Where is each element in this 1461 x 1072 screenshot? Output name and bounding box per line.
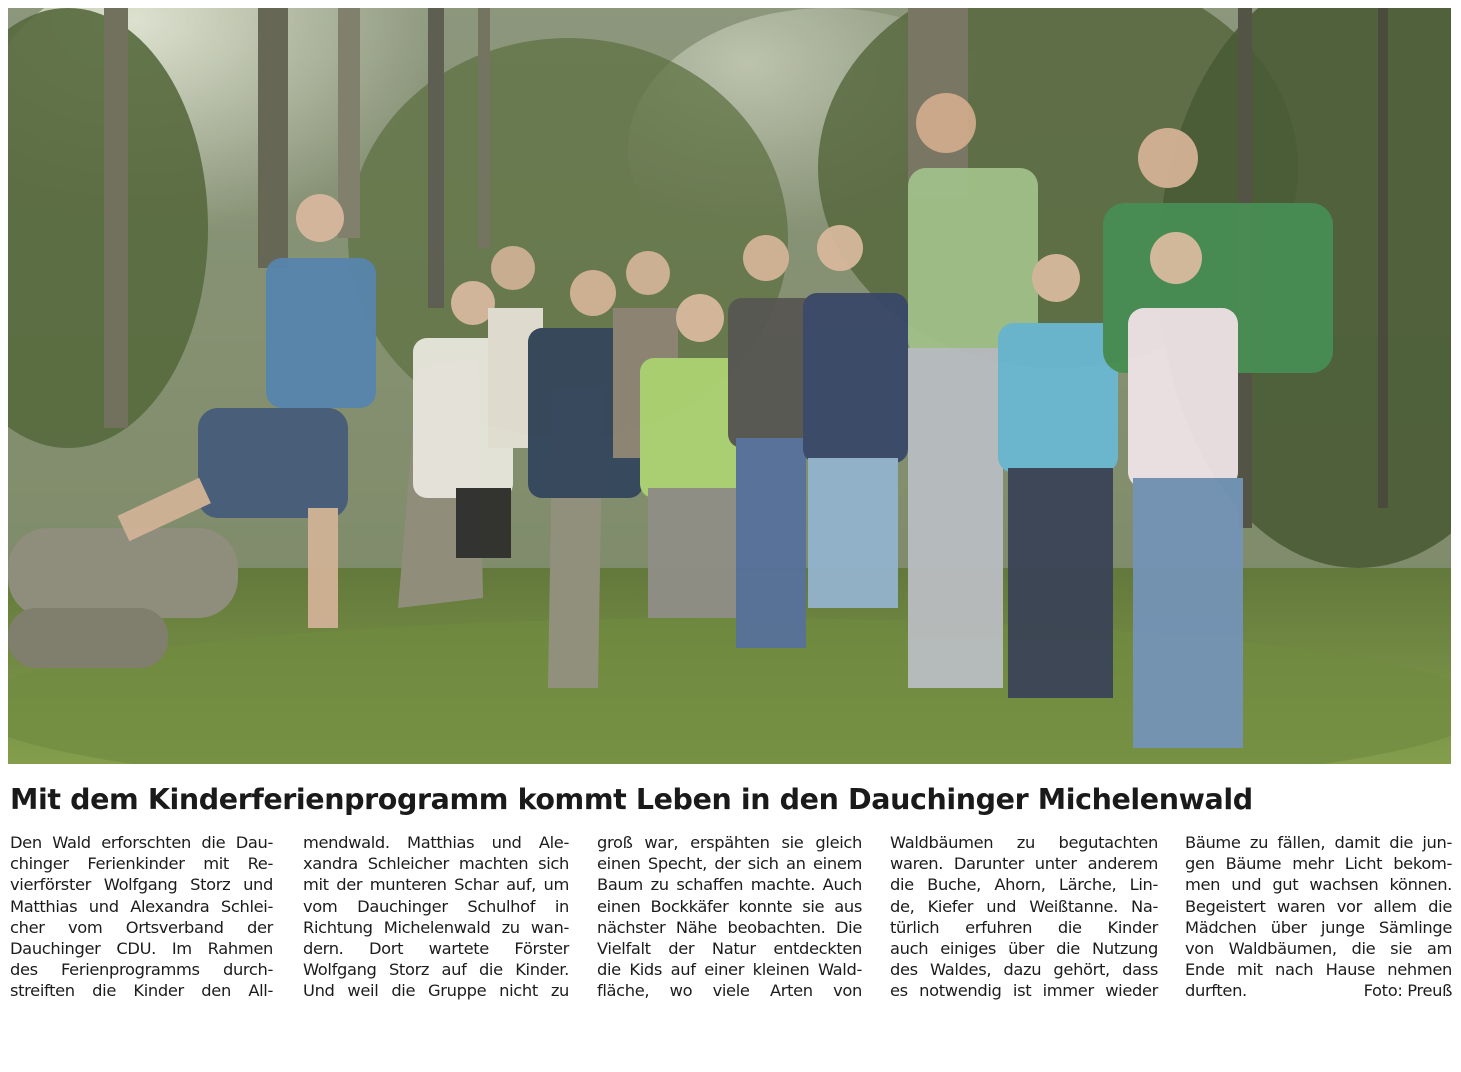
text-line: die Kids auf einer kleinen Wald-	[597, 960, 862, 980]
text-line: Und weil die Gruppe nicht zu	[303, 981, 569, 1001]
text-line: xandra Schleicher machten sich	[303, 854, 569, 874]
text-line: Waldbäumen zu begutachten	[890, 833, 1158, 852]
text-line: groß war, erspähten sie gleich	[597, 833, 862, 852]
text-line: Baum zu schaffen machte. Auch	[597, 875, 862, 895]
text-line: vom Dauchinger Schulhof in	[303, 896, 569, 916]
text-line: Vielfalt der Natur entdeckten	[597, 938, 862, 958]
text-line: des Ferienprogramms durch-	[10, 960, 273, 980]
article-column-3	[597, 832, 862, 1002]
text-line: mendwald. Matthias und Ale-	[303, 833, 569, 852]
text-line: einen Bockkäfer konnte sie aus	[597, 896, 862, 916]
photo-credit: Foto: Preuß	[1363, 981, 1452, 1001]
text-line: Dauchinger CDU. Im Rahmen	[10, 938, 273, 958]
article-headline: Mit dem Kinderferienprogramm kommt Leben in den Dauchinger Michelenwald	[10, 783, 1253, 816]
text-line: waren. Darunter unter anderem	[890, 854, 1158, 874]
text-line: Mädchen über junge Sämlinge	[1185, 917, 1452, 937]
article-column-2	[303, 832, 569, 1002]
article-column-5	[1185, 832, 1452, 1002]
text-line: vierförster Wolfgang Storz und	[10, 875, 273, 895]
text-line: Richtung Michelenwald zu wan-	[303, 917, 569, 937]
article-column-4	[890, 832, 1158, 1002]
text-line: einen Specht, der sich an einem	[597, 854, 862, 874]
text-line: de, Kiefer und Weißtanne. Na-	[890, 896, 1158, 916]
article-photo	[8, 8, 1451, 764]
text-line: streiften die Kinder den All-	[10, 981, 273, 1001]
text-line: cher vom Ortsverband der	[10, 917, 273, 937]
text-line: fläche, wo viele Arten von	[597, 981, 862, 1001]
forest-group-photo-image	[8, 8, 1451, 764]
text-line: durften.	[1185, 981, 1247, 1001]
text-line: mit der munteren Schar auf, um	[303, 875, 569, 895]
text-line: gen Bäume mehr Licht bekom-	[1185, 854, 1452, 874]
text-line: nächster Nähe beobachten. Die	[597, 917, 862, 937]
text-line: dern. Dort wartete Förster	[303, 938, 569, 958]
text-line: Begeistert waren vor allem die	[1185, 896, 1452, 916]
text-line: türlich erfuhren die Kinder	[890, 917, 1158, 937]
text-line: chinger Ferienkinder mit Re-	[10, 854, 273, 874]
text-line: Bäume zu fällen, damit die jun-	[1185, 833, 1452, 852]
text-line: Ende mit nach Hause nehmen	[1185, 960, 1452, 980]
text-line: von Waldbäumen, die sie am	[1185, 938, 1452, 958]
text-line: men und gut wachsen können.	[1185, 875, 1452, 895]
text-line: Den Wald erforschten die Dau-	[10, 833, 273, 852]
text-line: Matthias und Alexandra Schlei-	[10, 896, 273, 916]
text-line: die Buche, Ahorn, Lärche, Lin-	[890, 875, 1158, 895]
text-line: Wolfgang Storz auf die Kinder.	[303, 960, 569, 980]
article-column-1	[10, 832, 273, 1002]
text-line: auch einiges über die Nutzung	[890, 938, 1158, 958]
text-line: es notwendig ist immer wieder	[890, 981, 1158, 1001]
text-line: des Waldes, dazu gehört, dass	[890, 960, 1158, 980]
